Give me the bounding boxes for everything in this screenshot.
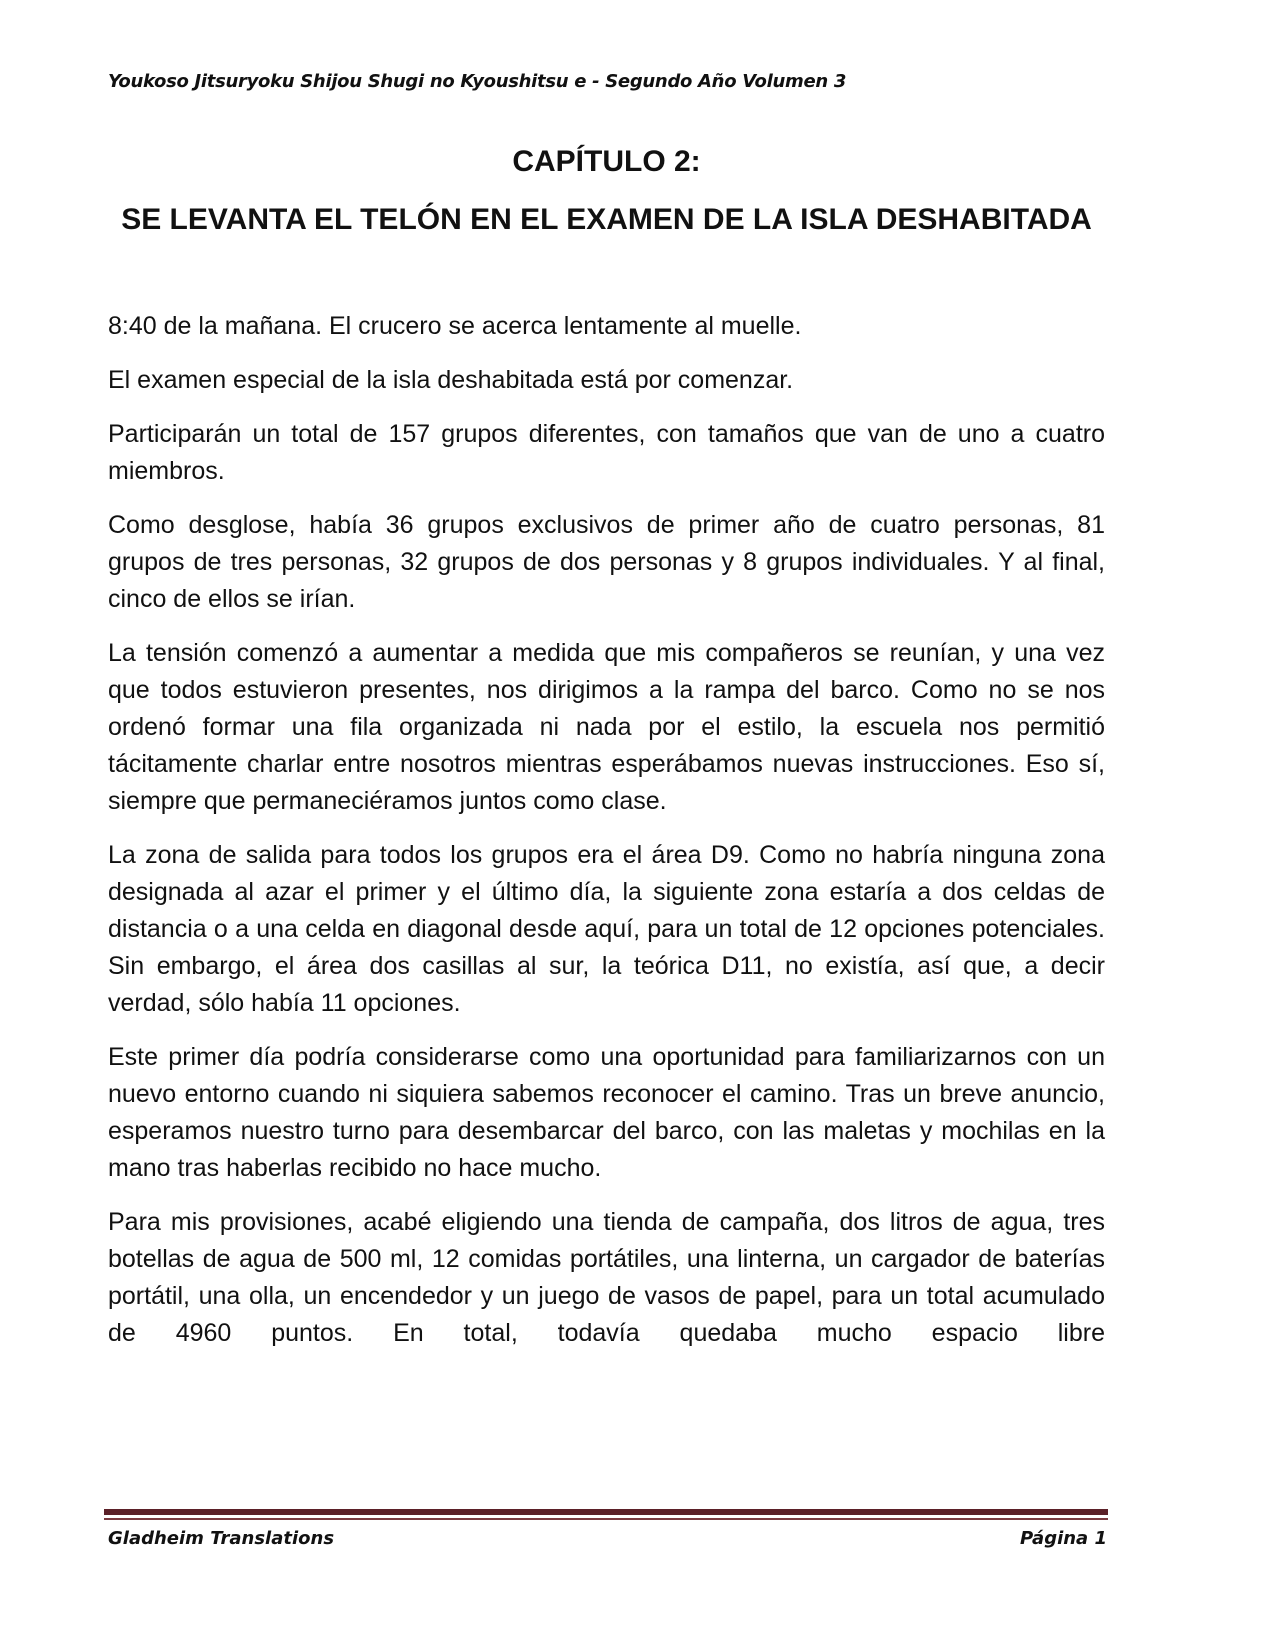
footer-translator: Gladheim Translations (108, 1528, 335, 1549)
page-content (108, 140, 1105, 1369)
paragraph: Este primer día podría considerarse como una oportunidad para familiarizarnos con un nuevo entorno cuando ni siquiera sabemos reconocer el camino. Tras un breve anuncio, esperamos nuestro turno para desembarcar del barco, con las maletas y mochilas en la mano tras haberlas recibido no hace mucho. (108, 1043, 1105, 1182)
paragraph: 8:40 de la mañana. El crucero se acerca lentamente al muelle. (108, 312, 802, 340)
paragraph: Para mis provisiones, acabé eligiendo una tienda de campaña, dos litros de agua, tres botellas de agua de 500 ml, 12 comidas portátiles, una linterna, un cargador de baterías portátil, una olla, un encendedor y un juego de vasos de papel, para un total acumulado de 4960 puntos. En total, todavía quedaba mucho espacio libre (108, 1208, 1105, 1347)
footer-rule-thin (104, 1518, 1108, 1520)
chapter-number: CAPÍTULO 2: (512, 145, 701, 178)
paragraph: El examen especial de la isla deshabitada está por comenzar. (108, 366, 794, 394)
footer-page-number: Página 1 (1020, 1528, 1107, 1549)
paragraph: La tensión comenzó a aumentar a medida que mis compañeros se reunían, y una vez que todos estuvieron presentes, nos dirigimos a la rampa del barco. Como no se nos ordenó formar una fila organizada ni nada por el estilo, la escuela nos permitió tácitamente charlar entre nosotros mientras esperábamos nuevas instrucciones. Eso sí, siempre que permaneciéramos juntos como clase. (108, 639, 1105, 815)
paragraph: Participarán un total de 157 grupos diferentes, con tamaños que van de uno a cuatro miembros. (108, 420, 1105, 485)
running-header: Youkoso Jitsuryoku Shijou Shugi no Kyoushitsu e - Segundo Año Volumen 3 (108, 71, 847, 92)
body-text (108, 308, 1105, 1352)
paragraph: La zona de salida para todos los grupos era el área D9. Como no habría ninguna zona designada al azar el primer y el último día, la siguiente zona estaría a dos celdas de distancia o a una celda en diagonal desde aquí, para un total de 12 opciones potenciales. Sin embargo, el área dos casillas al sur, la teórica D11, no existía, así que, a decir verdad, sólo había 11 opciones. (108, 841, 1105, 1017)
paragraph: Como desglose, había 36 grupos exclusivos de primer año de cuatro personas, 81 grupos de tres personas, 32 grupos de dos personas y 8 grupos individuales. Y al final, cinco de ellos se irían. (108, 511, 1105, 613)
footer-rule-thick (104, 1509, 1108, 1515)
chapter-title: SE LEVANTA EL TELÓN EN EL EXAMEN DE LA ISLA DESHABITADA (121, 203, 1092, 236)
